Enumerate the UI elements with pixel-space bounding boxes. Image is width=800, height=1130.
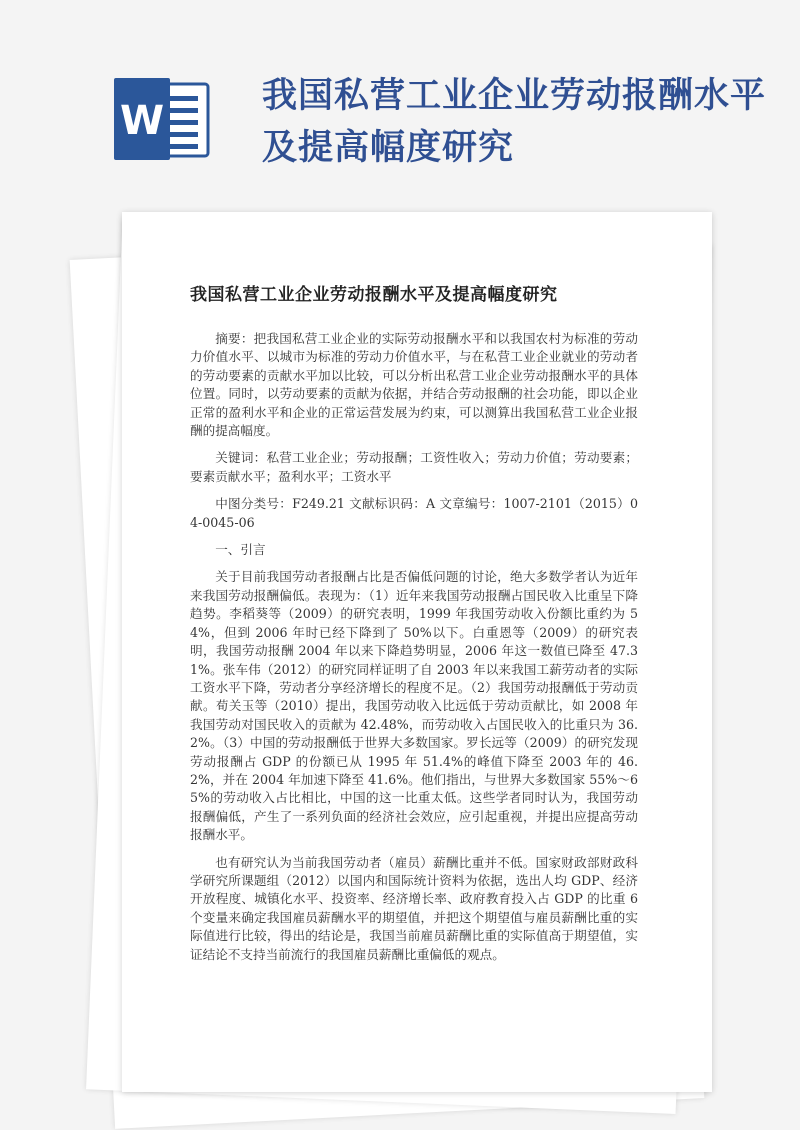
abstract-paragraph: 摘要：把我国私营工业企业的实际劳动报酬水平和以我国农村为标准的劳动力价值水平、以城市为标准的劳动力价值水平，与在私营工业企业就业的劳动者的劳动要素的贡献水平加以比较，可以分析出私营工业企业劳动报酬水平的具体位置。同时，以劳动要素的贡献为依据，并结合劳动报酬的社会功能，即以企业正常的盈利水平和企业的正常运营发展为约束，可以测算出我国私营工业企业报酬的提高幅度。 [190, 331, 638, 439]
word-document-icon [112, 78, 212, 160]
classification-paragraph: 中图分类号：F249.21 文献标识码：A 文章编号：1007-2101（2015）04-0045-06 [190, 496, 638, 530]
body-paragraph: 关于目前我国劳动者报酬占比是否偏低问题的讨论，绝大多数学者认为近年来我国劳动报酬偏低。表现为：（1）近年来我国劳动报酬占国民收入比重呈下降趋势。李稻葵等（2009）的研究表明，1999 年我国劳动收入份额比重约为 54%，但到 2006 年时已经下降到了 50%以下。白重恩等（2009）的研究表明，我国劳动报酬 2004 年以来下降趋势明显，2006 年这一数值已降至 47.31%。张车伟（2012）的研究同样证明了自 2003 年以来我国工薪劳动者的实际工资水平下降，劳动者分享经济增长的程度不足。（2）我国劳动报酬低于劳动贡献。荀关玉等（2010）提出，我国劳动收入比远低于劳动贡献比，如 2008 年我国劳动对国民收入的贡献为 42.48%，而劳动收入占国民收入的比重只为 36.2%。（3）中国的劳动报酬低于世界大多数国家。罗长远等（2009）的研究发现劳动报酬占 GDP 的份额已从 1995 年 51.4%的峰值下降至 2003 年的 46.2%，并在 2004 年加速下降至 41.6%。他们指出，与世界大多数国家 55%～65%的劳动收入占比相比，中国的这一比重太低。这些学者同时认为，我国劳动报酬偏低，产生了一系列负面的经济社会效应，应引起重视，并提出应提高劳动报酬水平。 [190, 569, 638, 843]
document-title: 我国私营工业企业劳动报酬水平及提高幅度研究 [190, 285, 558, 305]
document-page [122, 212, 712, 1092]
header [0, 0, 800, 200]
word-icon-letter: W [119, 98, 165, 144]
header-title: 我国私营工业企业劳动报酬水平及提高幅度研究 [262, 76, 767, 168]
body-paragraph: 也有研究认为当前我国劳动者（雇员）薪酬比重并不低。国家财政部财政科学研究所课题组（2012）以国内和国际统计资料为依据，选出人均 GDP、经济开放程度、城镇化水平、投资率、经济增长率、政府教育投入占 GDP 的比重 6 个变量来确定我国雇员薪酬水平的期望值，并把这个期望值与雇员薪酬比重的实际值进行比较，得出的结论是，我国当前雇员薪酬比重的实际值高于期望值，实证结论不支持当前流行的我国雇员薪酬比重偏低的观点。 [190, 854, 638, 962]
section-heading: 一、引言 [215, 542, 266, 558]
keywords-paragraph: 关键词：私营工业企业；劳动报酬；工资性收入；劳动力价值；劳动要素；要素贡献水平；盈利水平；工资水平 [190, 450, 638, 484]
document-body [190, 330, 638, 973]
